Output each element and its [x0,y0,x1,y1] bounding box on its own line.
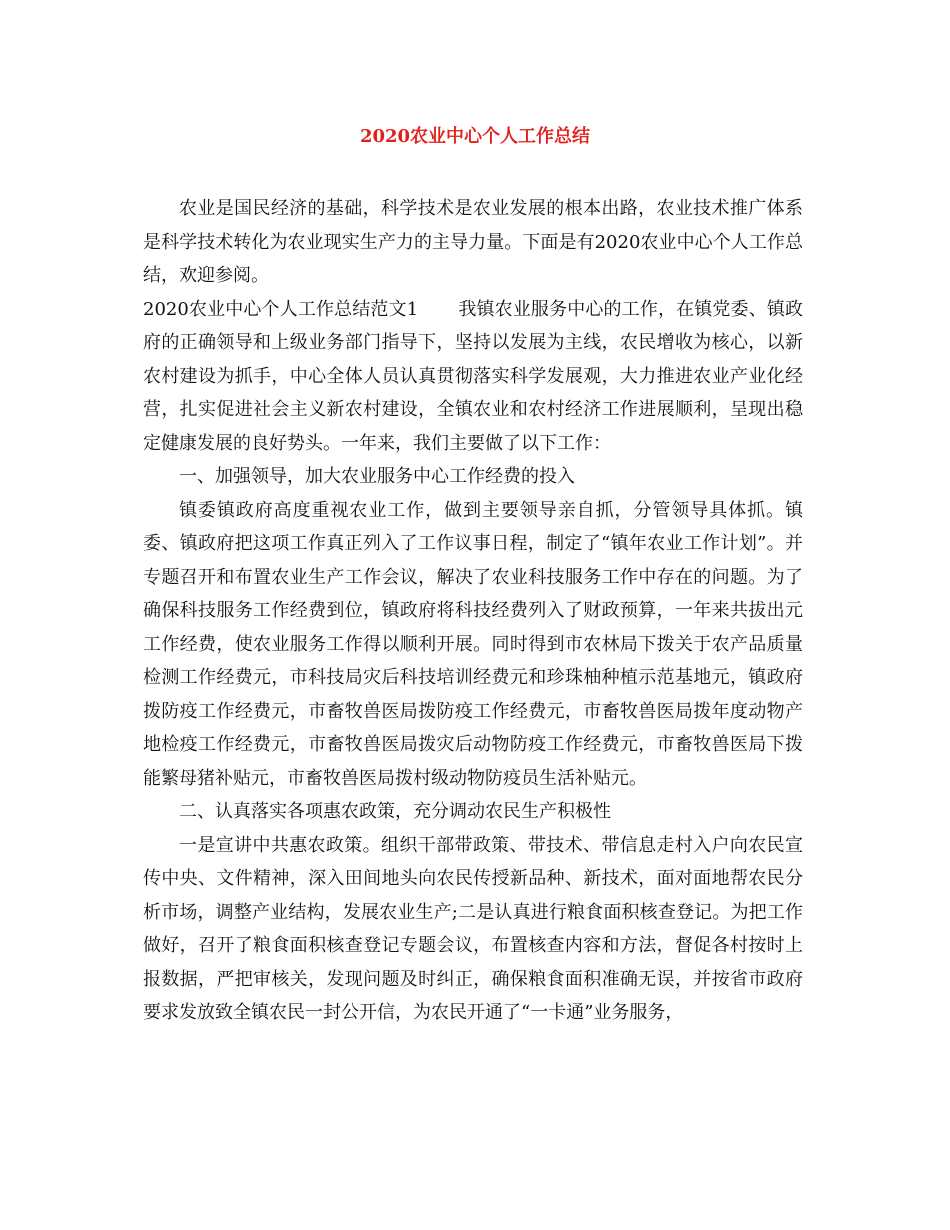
section-paragraph [143,293,803,461]
subheading-1: 一、加强领导，加大农业服务中心工作经费的投入 [179,466,575,487]
section-first-paragraph: 我镇农业服务中心的工作，在镇党委、镇政府的正确领导和上级业务部门指导下，坚持以发展为主线，农民增收为核心，以新农村建设为抓手，中心全体人员认真贯彻落实科学发展观，大力推进农业产业化经营，扎实促进社会主义新农村建设，全镇农业和农村经济工作进展顺利，呈现出稳定健康发展的良好势头。一年来，我们主要做了以下工作： [143,298,803,454]
body-paragraph-2: 一是宣讲中共惠农政策。组织干部带政策、带技术、带信息走村入户向农民宣传中央、文件精神，深入田间地头向农民传授新品种、新技术，面对面地帮农民分析市场，调整产业结构，发展农业生产;二是认真进行粮食面积核查登记。为把工作做好，召开了粮食面积核查登记专题会议，布置核查内容和方法，督促各村按时上报数据，严把审核关，发现问题及时纠正，确保粮食面积准确无误，并按省市政府要求发放致全镇农民一封公开信，为农民开通了“一卡通”业务服务， [143,834,803,1023]
subheading-2: 二、认真落实各项惠农政策，充分调动农民生产积极性 [179,801,611,822]
section-heading: 2020农业中心个人工作总结范文1 [143,298,419,320]
document-body [143,192,803,1030]
document-title: 2020农业中心个人工作总结 [359,126,591,147]
intro-paragraph: 农业是国民经济的基础，科学技术是农业发展的根本出路，农业技术推广体系是科学技术转化为农业现实生产力的主导力量。下面是有2020农业中心个人工作总结，欢迎参阅。 [143,198,803,286]
body-paragraph-1: 镇委镇政府高度重视农业工作，做到主要领导亲自抓，分管领导具体抓。镇委、镇政府把这项工作真正列入了工作议事日程，制定了“镇年农业工作计划”。并专题召开和布置农业生产工作会议，解决了农业科技服务工作中存在的问题。为了确保科技服务工作经费到位，镇政府将科技经费列入了财政预算，一年来共拔出元工作经费，使农业服务工作得以顺利开展。同时得到市农林局下拨关于农产品质量检测工作经费元，市科技局灾后科技培训经费元和珍珠柚种植示范基地元，镇政府拨防疫工作经费元，市畜牧兽医局拨防疫工作经费元，市畜牧兽医局拨年度动物产地检疫工作经费元，市畜牧兽医局拨灾后动物防疫工作经费元，市畜牧兽医局下拨能繁母猪补贴元，市畜牧兽医局拨村级动物防疫员生活补贴元。 [143,499,803,789]
